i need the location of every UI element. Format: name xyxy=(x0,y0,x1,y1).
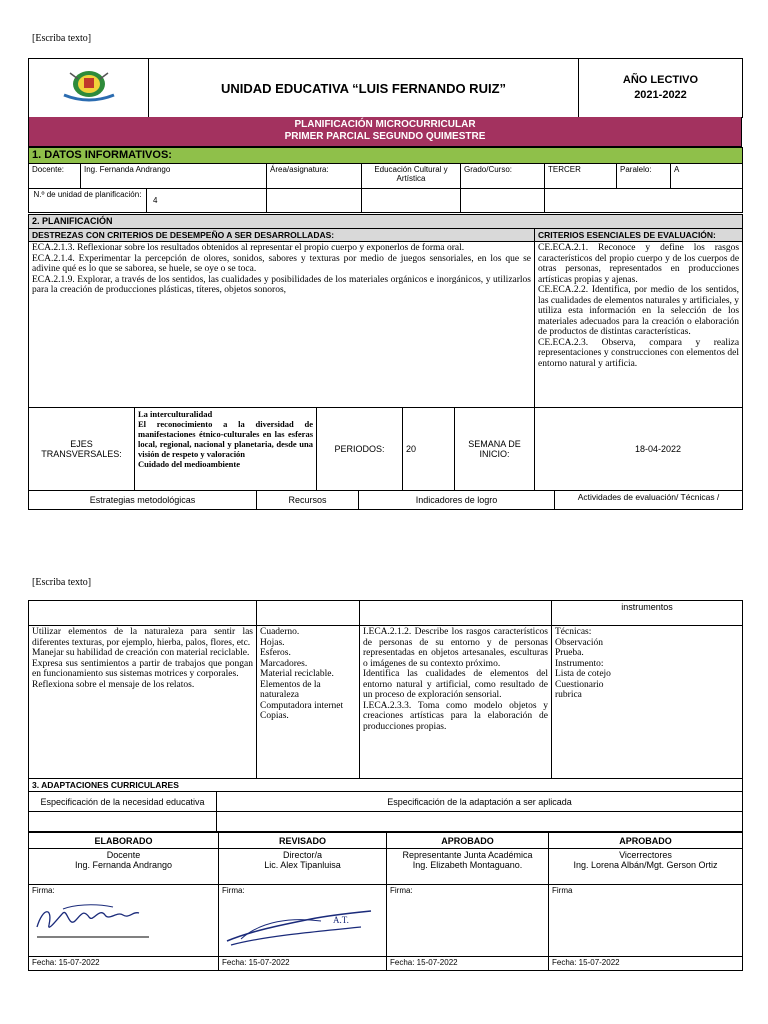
fecha-cell: Fecha: 15-07-2022 xyxy=(387,957,549,971)
fecha-cell: Fecha: 15-07-2022 xyxy=(219,957,387,971)
empty-cell xyxy=(29,812,217,832)
periodos-value: 20 xyxy=(403,408,455,491)
col-estrategias: Estrategias metodológicas xyxy=(29,491,257,510)
elaborado-cell xyxy=(29,849,219,885)
col-indicadores: Indicadores de logro xyxy=(359,491,555,510)
actividad-item: Técnicas: xyxy=(555,627,592,637)
col-recursos: Recursos xyxy=(257,491,359,510)
eje-line: El reconocimiento a la diversidad de manifestaciones étnico-culturales en las esferas local, regional, nacional y planetaria, desde una visión de respeto y valoración xyxy=(138,419,313,459)
revisado-cell xyxy=(219,849,387,885)
empty-cell xyxy=(362,189,461,213)
actividad-item: Instrumento: xyxy=(555,658,604,669)
plan-title-band xyxy=(28,117,742,147)
indicador-item: I.ECA.2.1.2. Describe los rasgos característicos de personas de su entorno y de personas representadas en objetos artesanales, esculturas o imágenes de su contexto próximo. xyxy=(363,627,548,669)
aprobado-head: APROBADO xyxy=(387,833,549,849)
adaptaciones-table xyxy=(28,778,743,832)
criterios-heading: CRITERIOS ESENCIALES DE EVALUACIÓN: xyxy=(535,229,743,242)
destrezas-heading: DESTREZAS CON CRITERIOS DE DESEMPEÑO A SER DESARROLLADAS: xyxy=(29,229,535,242)
recurso-item: Esferos. xyxy=(260,648,291,658)
estrategias-header-table xyxy=(28,490,743,510)
datos-heading: 1. DATOS INFORMATIVOS: xyxy=(29,148,743,164)
firma-label: Firma: xyxy=(222,886,245,895)
planificacion-heading: 2. PLANIFICACIÓN xyxy=(29,215,743,229)
semana-value: 18-04-2022 xyxy=(535,408,743,491)
recurso-item: Material reciclable. xyxy=(260,669,334,679)
recurso-item: Marcadores. xyxy=(260,658,308,669)
elaborado-head: ELABORADO xyxy=(29,833,219,849)
empty-cell xyxy=(267,189,362,213)
signer-name: Ing. Lorena Albán/Mgt. Gerson Ortiz xyxy=(573,860,718,870)
empty-cell xyxy=(257,601,360,626)
fecha-cell: Fecha: 15-07-2022 xyxy=(549,957,743,971)
signature-image xyxy=(221,901,381,953)
col-actividades-cont: instrumentos xyxy=(552,601,743,626)
page-header-text: [Escriba texto] xyxy=(32,33,92,44)
aprobado-head: APROBADO xyxy=(549,833,743,849)
destrezas-cell xyxy=(29,242,535,408)
grado-label: Grado/Curso: xyxy=(461,164,545,189)
signer-role: Representante Junta Académica xyxy=(402,850,533,860)
estrategia-item: Manejar su habilidad de creación con material reciclable. xyxy=(32,648,250,658)
firma-label: Firma: xyxy=(390,886,413,895)
empty-cell xyxy=(461,189,545,213)
paralelo-label: Paralelo: xyxy=(617,164,671,189)
recurso-item: Cuaderno. xyxy=(260,627,300,637)
firma-label: Firma: xyxy=(32,886,55,895)
recurso-item: Copias. xyxy=(260,711,289,721)
docente-label: Docente: xyxy=(29,164,81,189)
criterio-item: CE.ECA.2.1. Reconoce y define los rasgos característicos del propio cuerpo y de los cuerpos de otras personas, representados en producciones artísticas propias y ajenas. xyxy=(538,243,740,285)
recursos-cell xyxy=(257,626,360,779)
signatures-table xyxy=(28,832,743,971)
signer-name: Ing. Fernanda Andrango xyxy=(74,860,173,870)
periodos-label: PERIODOS: xyxy=(317,408,403,491)
signature-image xyxy=(33,897,153,941)
empty-cell xyxy=(545,189,743,213)
stamp-text: A.T. xyxy=(333,915,349,925)
criterio-item: CE.ECA.2.3. Observa, compara y realiza representaciones y construcciones con elementos del entorno natural y artificia. xyxy=(538,337,740,369)
destreza-item: ECA.2.1.9. Explorar, a través de los sentidos, las cualidades y posibilidades de los materiales orgánicos e inorgánicos, y utilizarlos para la creación de producciones plásticas, títeres, objetos sonoros, xyxy=(32,274,531,295)
indicador-item: Identifica las cualidades de elementos del entorno natural y artificial, como resultado de un proceso de exploración sensorial. xyxy=(363,669,548,700)
actividad-item: Prueba. xyxy=(555,648,584,658)
paralelo-value: A xyxy=(671,164,743,189)
destreza-item: ECA.2.1.4. Experimentar la percepción de olores, sonidos, sabores y texturas por medio de juegos sensoriales, en los que se adivine qué es lo que se saborea, se huele, se oye o se toca. xyxy=(32,253,531,274)
school-year-cell xyxy=(579,59,743,118)
empty-cell xyxy=(217,812,743,832)
actividad-item: Observación xyxy=(555,637,604,648)
empty-cell xyxy=(360,601,552,626)
plan-subtitle: PRIMER PARCIAL SEGUNDO QUIMESTRE xyxy=(284,131,486,142)
criterios-cell xyxy=(535,242,743,408)
datos-table xyxy=(28,147,743,213)
indicador-item: I.ECA.2.3.3. Toma como modelo objetos y creaciones artísticas para la elaboración de producciones propias. xyxy=(363,700,548,732)
school-header-table xyxy=(28,58,743,118)
area-label: Área/asignatura: xyxy=(267,164,362,189)
estrategia-item: Utilizar elementos de la naturaleza para sentir las diferentes texturas, por ejemplo, hierba, palos, flores, etc. xyxy=(32,627,253,648)
estrategias-cell xyxy=(29,626,257,779)
signer-name: Ing. Elizabeth Montaguano. xyxy=(412,860,523,870)
school-crest-icon xyxy=(60,67,118,105)
page-header-text: [Escriba texto] xyxy=(32,577,92,588)
signer-role: Docente xyxy=(106,850,141,860)
actividades-cell xyxy=(552,626,743,779)
firma-label: Firma xyxy=(552,886,573,895)
year-label: AÑO LECTIVO xyxy=(622,74,699,86)
recurso-item: Elementos de la naturaleza xyxy=(260,679,321,700)
docente-value: Ing. Fernanda Andrango xyxy=(81,164,267,189)
year-value: 2021-2022 xyxy=(634,89,687,101)
eje-line: La interculturalidad xyxy=(138,409,213,419)
unidad-label: N.º de unidad de planificación: xyxy=(29,189,147,213)
destreza-item: ECA.2.1.3. Reflexionar sobre los resultados obtenidos al representar el propio cuerpo y exponerlos de forma oral. xyxy=(32,243,465,253)
school-name: UNIDAD EDUCATIVA “LUIS FERNANDO RUIZ” xyxy=(149,59,579,118)
plan-title: PLANIFICACIÓN MICROCURRICULAR xyxy=(294,119,476,130)
school-logo-cell xyxy=(29,59,149,118)
recurso-item: Hojas. xyxy=(260,637,285,648)
firma-cell xyxy=(219,885,387,957)
ejes-value xyxy=(135,408,317,491)
criterio-item: CE.ECA.2.2. Identifica, por medio de los sentidos, las cualidades de elementos naturales y artificiales, y utiliza esta información en la selección de los materiales adecuados para la creación o elaboración de productos de distintas características. xyxy=(538,285,740,337)
actividad-item: Cuestionario xyxy=(555,679,604,690)
signer-role: Vicerrectores xyxy=(619,850,672,860)
ejes-label: EJES TRANSVERSALES: xyxy=(29,408,135,491)
revisado-head: REVISADO xyxy=(219,833,387,849)
actividad-item: Lista de cotejo xyxy=(555,669,611,679)
empty-cell xyxy=(29,601,257,626)
adaptaciones-heading: 3. ADAPTACIONES CURRICULARES xyxy=(29,779,743,792)
estrategia-item: Reflexiona sobre el mensaje de los relatos. xyxy=(32,679,195,690)
firma-cell xyxy=(29,885,219,957)
adaptacion-label: Especificación de la adaptación a ser aplicada xyxy=(217,792,743,812)
signer-name: Lic. Alex Tipanluisa xyxy=(264,860,341,870)
eje-line: Cuidado del medioambiente xyxy=(138,459,241,469)
area-value: Educación Cultural y Artística xyxy=(362,164,461,189)
firma-cell xyxy=(387,885,549,957)
fecha-cell: Fecha: 15-07-2022 xyxy=(29,957,219,971)
semana-label: SEMANA DE INICIO: xyxy=(455,408,535,491)
col-actividades: Actividades de evaluación/ Técnicas / xyxy=(555,491,743,510)
aprobado-cell xyxy=(549,849,743,885)
actividad-item: rubrica xyxy=(555,690,582,700)
second-page-table xyxy=(28,600,743,779)
planificacion-table xyxy=(28,214,743,491)
unidad-value: 4 xyxy=(147,189,267,213)
estrategia-item: Expresa sus sentimientos a partir de trabajos que pongan en funcionamiento sus sistemas motrices y corporales. xyxy=(32,658,253,679)
firma-cell xyxy=(549,885,743,957)
aprobado-cell xyxy=(387,849,549,885)
indicadores-cell xyxy=(360,626,552,779)
recurso-item: Computadora internet xyxy=(260,700,344,711)
signer-role: Director/a xyxy=(282,850,322,860)
necesidad-label: Especificación de la necesidad educativa xyxy=(29,792,217,812)
grado-value: TERCER xyxy=(545,164,617,189)
